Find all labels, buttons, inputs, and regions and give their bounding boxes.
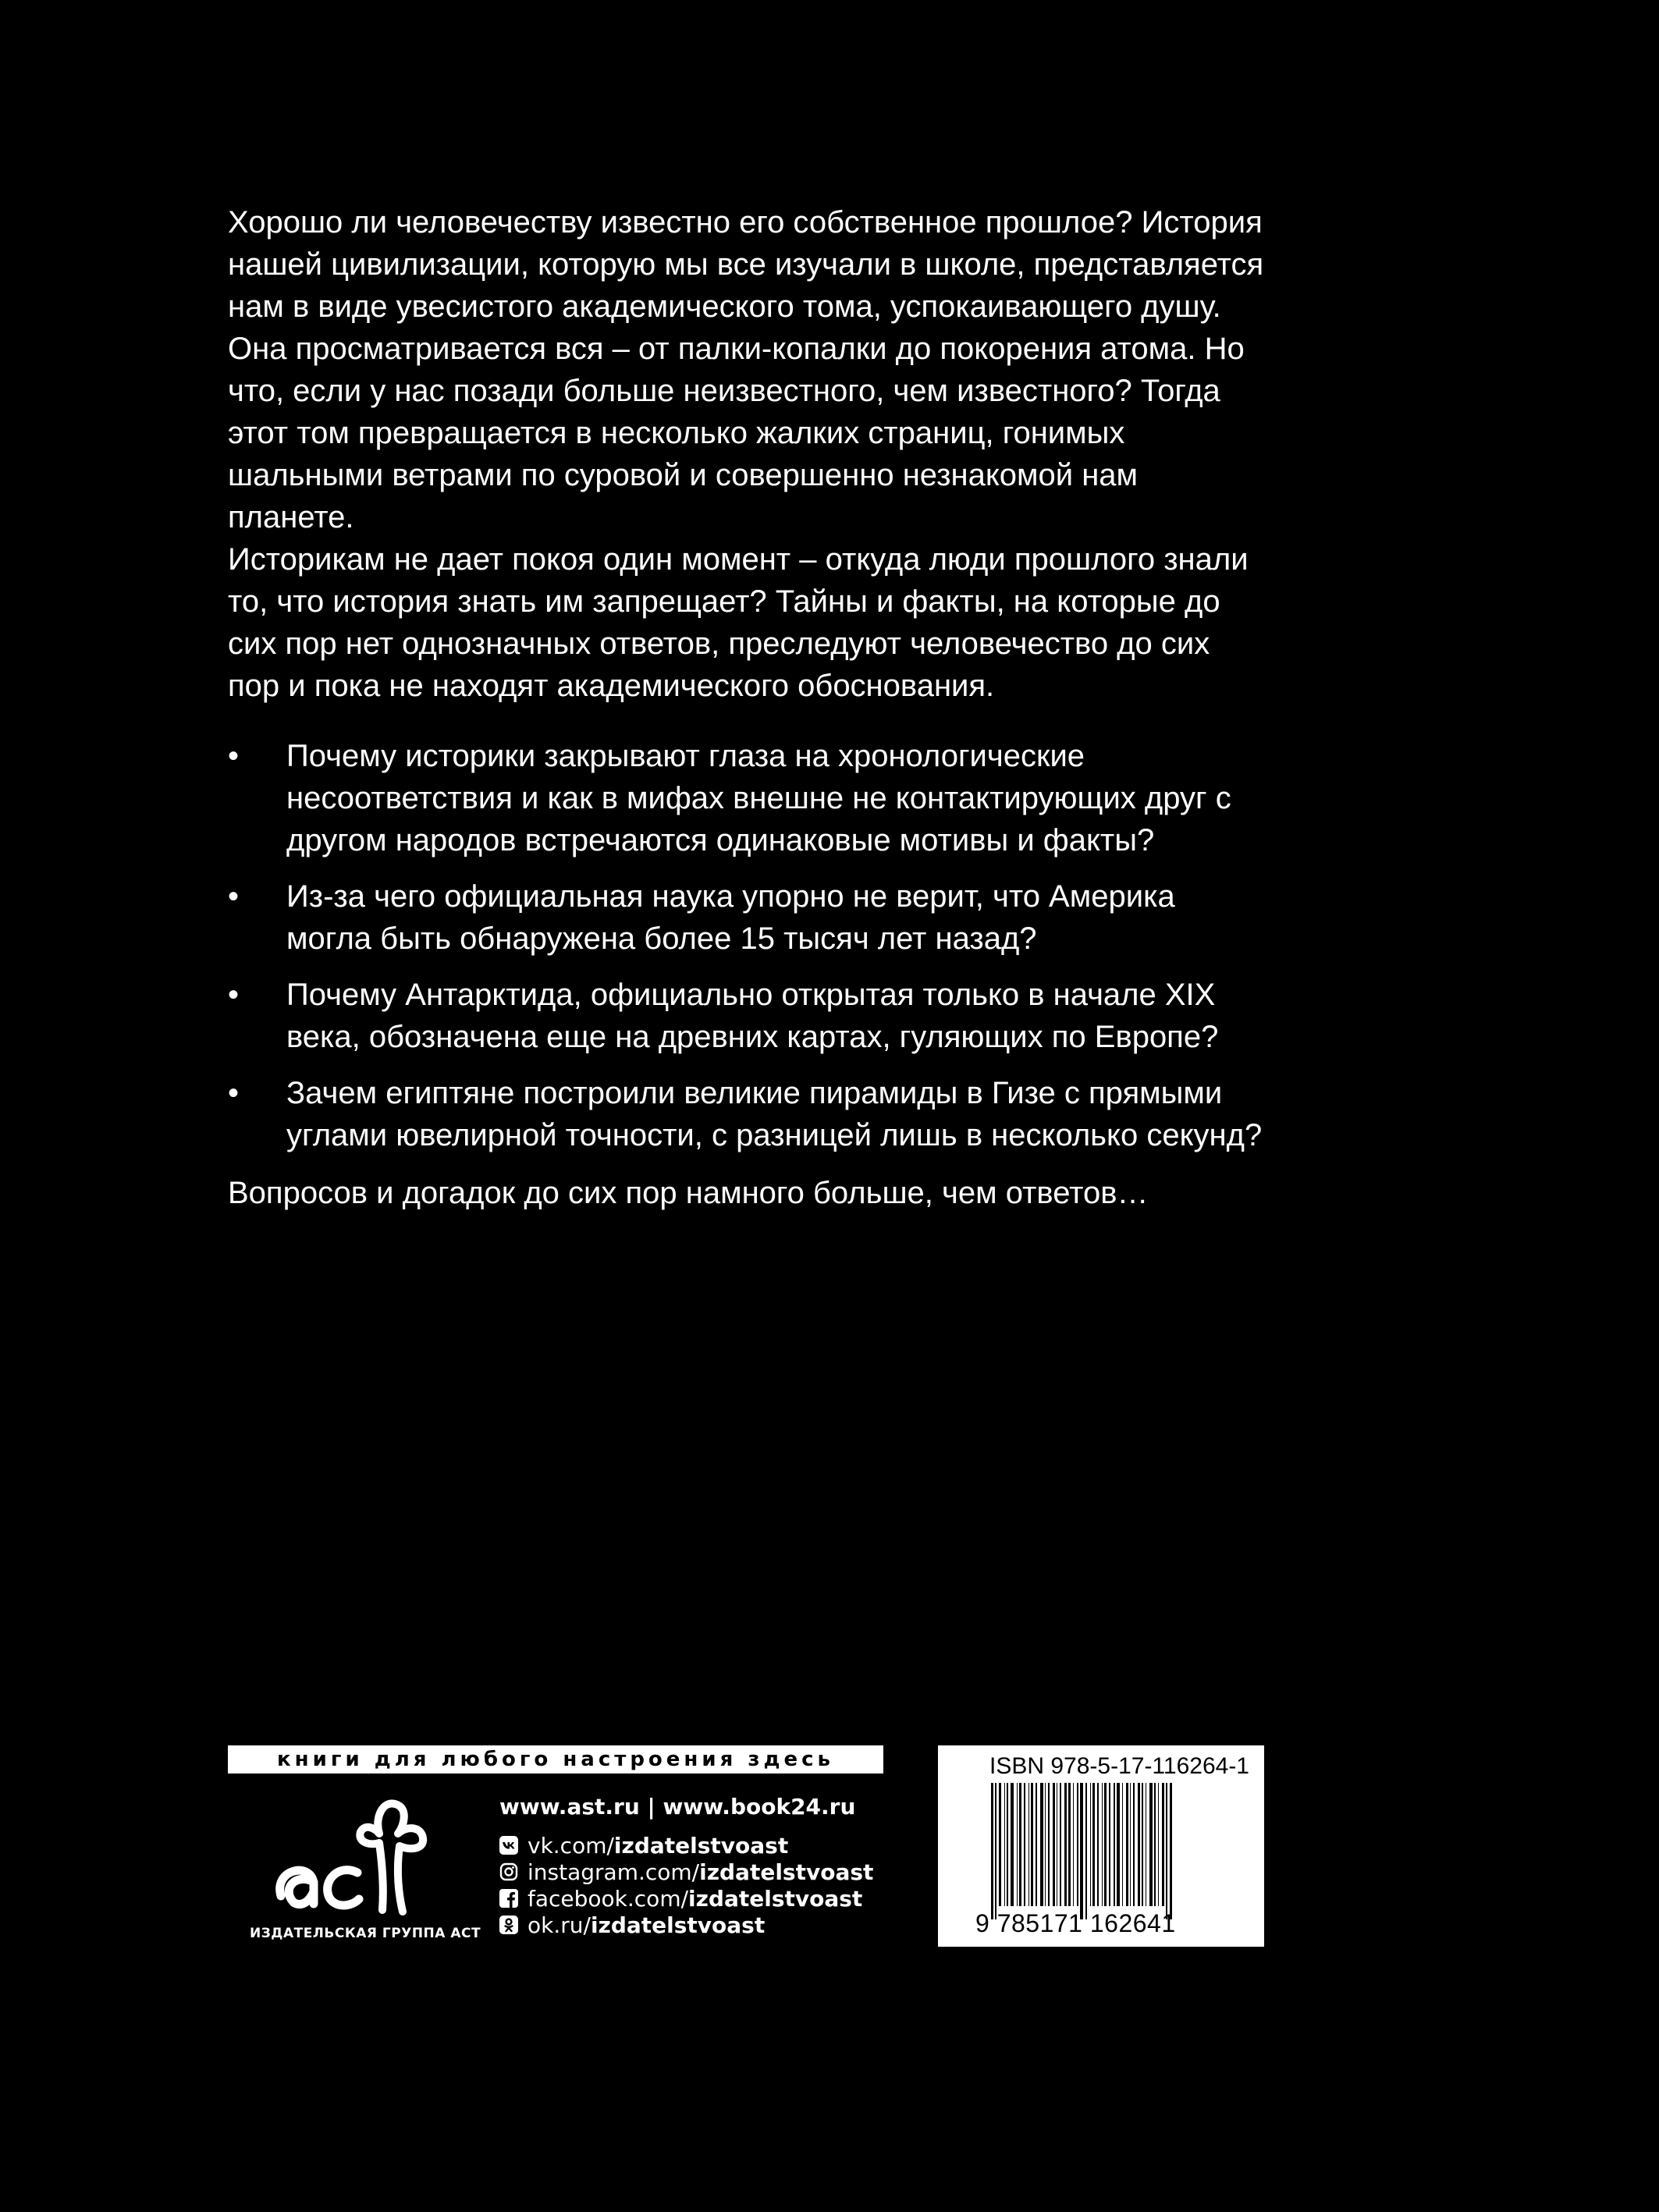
list-item-text: Почему Антарктида, официально открытая только в начале XIX века, обозначена еще на древних картах, гуляющих по Европе? — [286, 978, 1219, 1054]
bullet-icon: • — [228, 1076, 240, 1110]
barcode-bar — [1040, 1783, 1043, 1906]
barcode-bar — [1019, 1783, 1021, 1906]
social-link-facebook[interactable] — [499, 1885, 890, 1912]
list-item-text: Из-за чего официальная наука упорно не верит, что Америка могла быть обнаружена более 15 тысяч лет назад? — [286, 879, 1175, 956]
publisher-links — [499, 1791, 890, 1938]
list-item — [228, 1072, 1266, 1156]
barcode-bar — [1102, 1783, 1103, 1906]
barcode-bar — [1077, 1783, 1078, 1906]
social-link-instagram[interactable] — [499, 1859, 890, 1885]
ast-logo-icon — [265, 1795, 453, 1919]
barcode-bar — [1068, 1783, 1071, 1906]
social-prefix: instagram.com/ — [528, 1859, 700, 1885]
barcode-bar — [1011, 1783, 1014, 1906]
barcode-bar — [1097, 1783, 1099, 1906]
barcode-bar — [1060, 1783, 1061, 1906]
barcode-bar — [1170, 1783, 1172, 1919]
bullet-icon: • — [228, 739, 240, 773]
logo-caption: ИЗДАТЕЛЬСКАЯ ГРУППА АСТ — [250, 1926, 481, 1941]
barcode-bar — [1133, 1783, 1135, 1906]
barcode-bar — [1080, 1783, 1083, 1919]
barcode-bar — [1149, 1783, 1153, 1906]
instagram-icon — [499, 1862, 518, 1881]
facebook-icon — [499, 1889, 518, 1908]
annotation-text — [228, 201, 1266, 1214]
barcode-bar — [991, 1783, 993, 1919]
barcode-bar — [1109, 1783, 1110, 1906]
vk-icon — [499, 1836, 518, 1855]
intro-paragraph-1: Хорошо ли человечеству известно его собственное прошлое? История нашей цивилизации, которую мы все изучали в школе, представляется нам в виде увесистого академического тома, успокаивающего душу. Она просматривается вся – от палки-копалки до покорения атома. Но что, если у нас позади больше неизвестного, чем известного? Тогда этот том превращается в несколько жалких страниц, гонимых шальными ветрами по суровой и совершенно незнакомой нам планете. — [228, 205, 1264, 534]
barcode-bar — [1073, 1783, 1074, 1906]
barcode-bar — [1142, 1783, 1143, 1906]
barcode-bar — [1031, 1783, 1033, 1906]
barcode-bar — [1117, 1783, 1120, 1906]
social-link-odnoklassniki[interactable] — [499, 1912, 890, 1938]
closing-line: Вопросов и догадок до сих пор намного больше, чем ответов… — [228, 1176, 1149, 1210]
barcode-bar — [1085, 1783, 1087, 1919]
barcode-bar — [1138, 1783, 1140, 1906]
list-item — [228, 735, 1266, 861]
list-item — [228, 875, 1266, 960]
website-links[interactable]: www.ast.ru | www.book24.ru — [499, 1794, 856, 1820]
barcode-bar — [1158, 1783, 1159, 1906]
barcode-bar — [995, 1783, 996, 1919]
barcode-bar — [1130, 1783, 1131, 1906]
social-prefix: facebook.com/ — [528, 1885, 689, 1912]
social-handle: izdatelstvoast — [590, 1912, 766, 1938]
barcode-bar — [1028, 1783, 1029, 1906]
social-prefix: vk.com/ — [528, 1832, 614, 1859]
intro-paragraph-2: Историкам не дает покоя один момент – откуда люди прошлого знали то, что история знать им запрещает? Тайны и факты, на которые до сих пор нет однозначных ответов, преследуют человечество до сих пор и пока не находят академического обоснования. — [228, 542, 1249, 703]
barcode-bar — [1053, 1783, 1055, 1906]
barcode-bar — [1036, 1783, 1037, 1906]
barcode-bar — [1154, 1783, 1156, 1906]
barcode-bar — [1048, 1783, 1050, 1906]
barcode-bar — [1090, 1783, 1091, 1906]
barcode-bar — [1122, 1783, 1123, 1906]
barcode-icon — [988, 1783, 1230, 1919]
barcode-bar — [1007, 1783, 1008, 1906]
barcode-bar — [1004, 1783, 1005, 1906]
social-handle: izdatelstvoast — [688, 1885, 863, 1912]
barcode-bar — [1104, 1783, 1107, 1906]
social-prefix: ok.ru/ — [528, 1912, 591, 1938]
barcode-bar — [1162, 1783, 1164, 1906]
social-link-vk[interactable] — [499, 1832, 890, 1859]
barcode-bar — [1092, 1783, 1095, 1906]
barcode-digits: 9 785171 162641 — [975, 1909, 1176, 1937]
barcode-bar — [999, 1783, 1001, 1906]
barcode-bar — [1045, 1783, 1046, 1906]
bullet-icon: • — [228, 978, 240, 1012]
publisher-tagline: книги для любого настроения здесь — [228, 1745, 883, 1774]
isbn-label: ISBN 978-5-17-116264-1 — [989, 1753, 1249, 1779]
list-item — [228, 974, 1266, 1058]
isbn-barcode-box — [938, 1745, 1264, 1947]
bullet-icon: • — [228, 879, 240, 914]
social-handle: izdatelstvoast — [613, 1832, 789, 1859]
publisher-logo — [250, 1795, 481, 1951]
barcode-bar — [1064, 1783, 1067, 1906]
barcode-bar — [1024, 1783, 1025, 1906]
list-item-text: Зачем египтяне построили великие пирамиды в Гизе с прямыми углами ювелирной точности, с разницей лишь в несколько секунд? — [286, 1076, 1263, 1152]
barcode-bar — [1166, 1783, 1167, 1919]
social-handle: izdatelstvoast — [699, 1859, 874, 1885]
list-item-text: Почему историки закрывают глаза на хронологические несоответствия и как в мифах внешне не контактирующих друг с другом народов встречаются одинаковые мотивы и факты? — [286, 739, 1231, 857]
questions-list — [228, 735, 1266, 1156]
barcode-bar — [1126, 1783, 1128, 1906]
odnoklassniki-icon — [499, 1916, 518, 1934]
barcode-bar — [1114, 1783, 1115, 1906]
barcode-bar — [1017, 1783, 1018, 1906]
